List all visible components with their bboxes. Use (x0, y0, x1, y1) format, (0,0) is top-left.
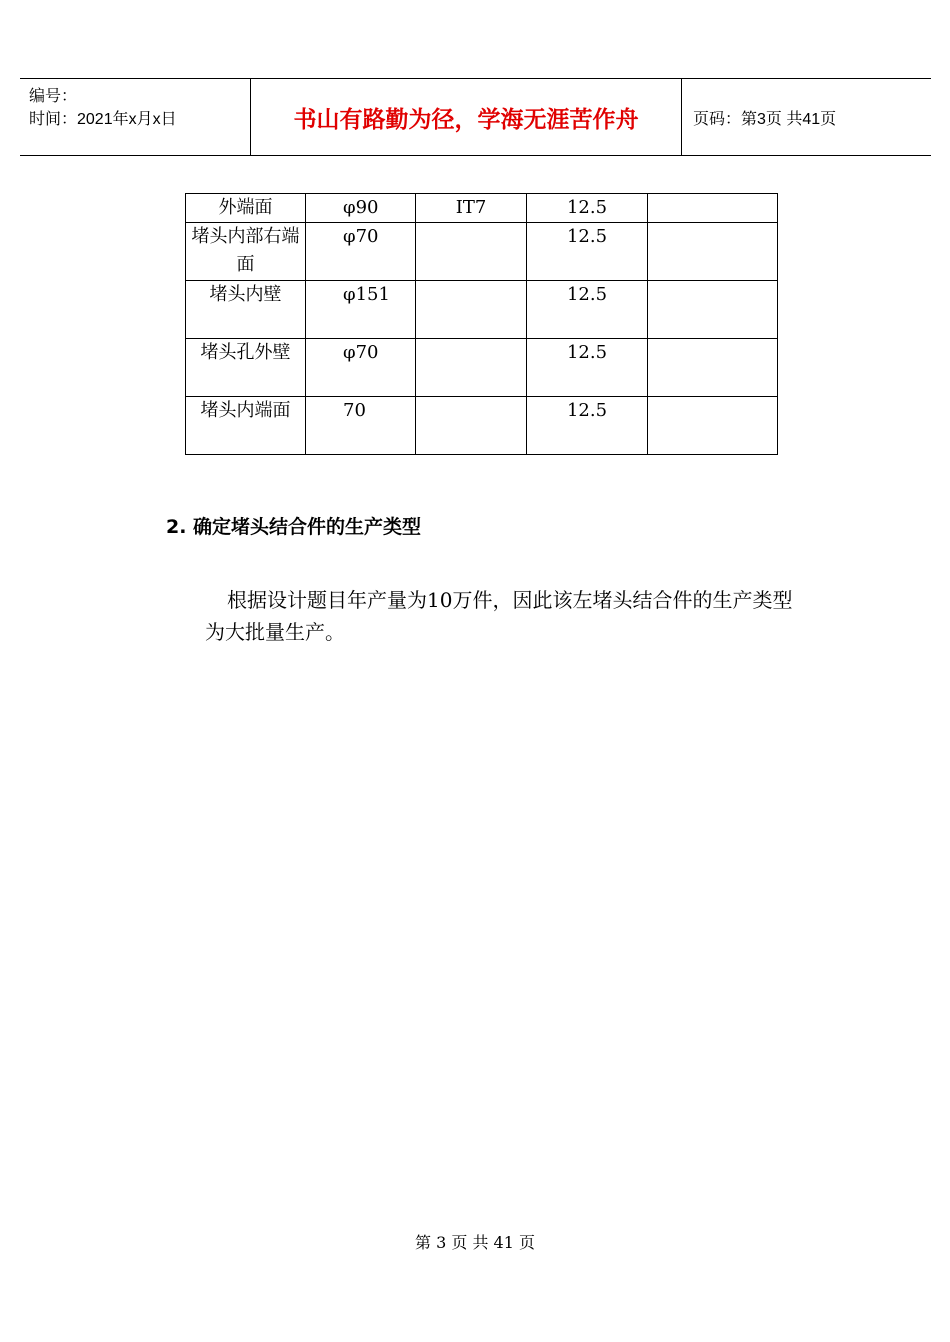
table-cell: 外端面 (186, 194, 306, 223)
table-cell: φ90 (306, 194, 416, 223)
table-cell (648, 194, 778, 223)
table-cell: 70 (306, 397, 416, 455)
table-cell (416, 281, 527, 339)
table-row (186, 281, 778, 339)
table-cell (648, 397, 778, 455)
table-cell (648, 223, 778, 281)
table-cell: φ70 (306, 339, 416, 397)
table-cell: 堵头孔外壁 (186, 339, 306, 397)
table-cell: φ151 (306, 281, 416, 339)
table-row (186, 194, 778, 223)
table-cell (416, 223, 527, 281)
table-cell (416, 339, 527, 397)
table-cell: 堵头内端面 (186, 397, 306, 455)
table-row (186, 223, 778, 281)
table-cell: IT7 (416, 194, 527, 223)
table-cell: 12.5 (527, 281, 648, 339)
table-cell: 12.5 (527, 194, 648, 223)
serial-label: 编号： (29, 88, 78, 105)
table-cell (416, 397, 527, 455)
table-cell: 12.5 (527, 339, 648, 397)
table-cell (648, 281, 778, 339)
section-heading: 2. 确定堵头结合件的生产类型 (166, 516, 422, 538)
table-cell (648, 339, 778, 397)
table-cell: 堵头内壁 (186, 281, 306, 339)
time-label: 时间：2021年x月x日 (29, 111, 177, 128)
table-cell: 12.5 (527, 223, 648, 281)
header-motto: 书山有路勤为径，学海无涯苦作舟 (251, 79, 682, 155)
table-cell: 堵头内部右端面 (186, 223, 306, 281)
table-cell: φ70 (306, 223, 416, 281)
header-page-info: 页码：第3页 共41页 (693, 110, 837, 128)
table-cell: 12.5 (527, 397, 648, 455)
spec-table (185, 193, 778, 455)
body-paragraph: 根据设计题目年产量为10万件，因此该左堵头结合件的生产类型为大批量生产。 (205, 588, 793, 644)
table-row (186, 339, 778, 397)
page-footer: 第 3 页 共 41 页 (415, 1233, 535, 1252)
header-meta (20, 79, 251, 155)
table-row (186, 397, 778, 455)
page-header (20, 78, 931, 156)
